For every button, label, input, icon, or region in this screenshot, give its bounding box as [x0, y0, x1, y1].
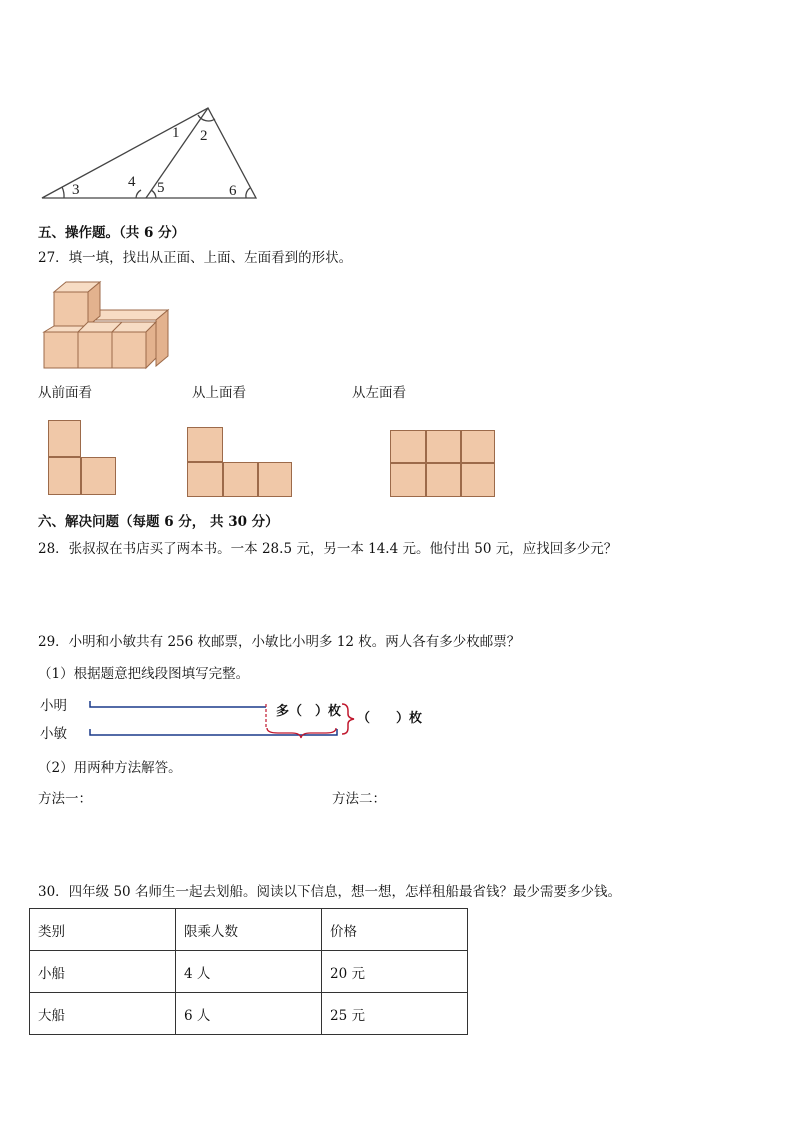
method2-label: 方法二：: [332, 791, 386, 807]
triangle-figure: [38, 102, 262, 206]
section5-heading: 五、操作题。（共 6 分）: [38, 225, 186, 241]
table-header-cell: 价格: [322, 909, 468, 951]
table-cell: 20 元: [322, 951, 468, 993]
table-row: [30, 993, 468, 1035]
method1-label: 方法一：: [38, 791, 92, 807]
table-header-cell: 类别: [30, 909, 176, 951]
angle-label: 5: [157, 180, 165, 196]
total-label: （ ）枚: [357, 711, 423, 726]
boat-price-table: [29, 908, 468, 1035]
inner-segment: [146, 108, 208, 198]
q29-part2: （2）用两种方法解答。: [38, 760, 182, 776]
q29-part1: （1）根据题意把线段图填写完整。: [38, 666, 250, 682]
angle-label: 2: [200, 128, 208, 144]
view-label-top: 从上面看: [192, 385, 246, 401]
table-cell: 6 人: [176, 993, 322, 1035]
cubes-3d-figure: [40, 278, 172, 372]
table-row: [30, 951, 468, 993]
diff-label: 多（ ）枚: [276, 704, 342, 719]
line-label-xiaoming: 小明: [40, 698, 67, 714]
line-label-xiaomin: 小敏: [40, 726, 67, 742]
angle-label: 1: [172, 125, 180, 141]
table-header-row: [30, 909, 468, 951]
table-cell: 小船: [30, 951, 176, 993]
table-cell: 4 人: [176, 951, 322, 993]
table-cell: 大船: [30, 993, 176, 1035]
question-30: 30．四年级 50 名师生一起去划船。阅读以下信息，想一想，怎样租船最省钱？最少需要多少钱。: [38, 884, 621, 900]
question-28: 28．张叔叔在书店买了两本书。一本 28.5 元，另一本 14.4 元。他付出 50 元，应找回多少元？: [38, 541, 618, 557]
view-label-left: 从左面看: [352, 385, 406, 401]
view-label-front: 从前面看: [38, 385, 92, 401]
question-29: 29．小明和小敏共有 256 枚邮票，小敏比小明多 12 枚。两人各有多少枚邮票？: [38, 634, 521, 650]
table-header-cell: 限乘人数: [176, 909, 322, 951]
angle-label: 4: [128, 174, 136, 190]
table-cell: 25 元: [322, 993, 468, 1035]
section6-heading: 六、解决问题（每题 6 分， 共 30 分）: [38, 514, 279, 530]
angle-label: 6: [229, 183, 237, 199]
angle-label: 3: [72, 182, 80, 198]
question-27: 27．填一填，找出从正面、上面、左面看到的形状。: [38, 250, 353, 266]
